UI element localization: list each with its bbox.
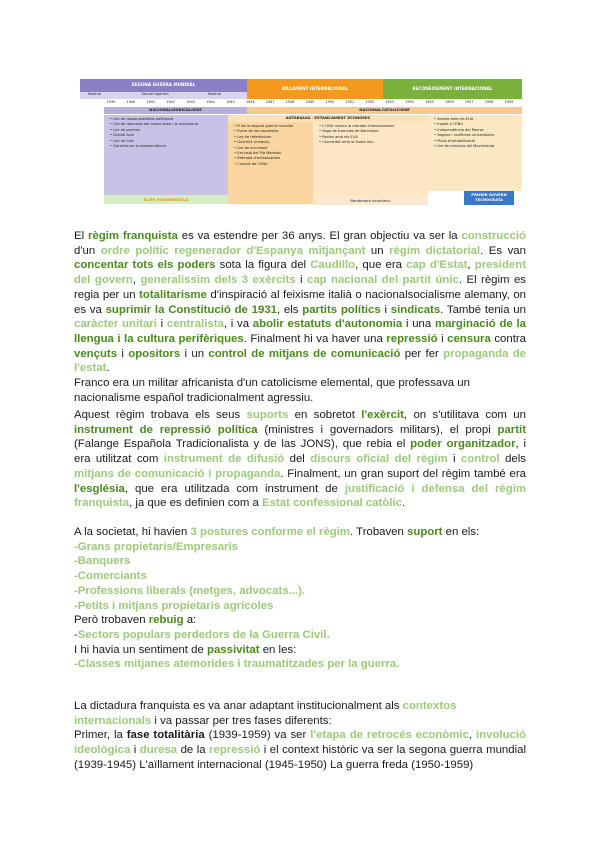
timeline-event: • Divisió Azul	[110, 133, 134, 138]
timeline-event: • Acords amb els EUA	[434, 117, 474, 121]
timeline-year: 1959	[502, 99, 516, 106]
timeline-event: • Retirada d'ambaixadors	[234, 156, 281, 161]
timeline-year: 1946	[243, 99, 257, 106]
timeline-year: 1947	[263, 99, 277, 106]
timeline-year: 1944	[204, 99, 218, 106]
timeline-event: • Vaga de tramvies de Barcelona	[319, 129, 379, 134]
timeline-year: 1945	[223, 99, 237, 106]
timeline-war-sub: Neutral No-bel·ligerant Neutral	[80, 92, 247, 99]
timeline-year: 1941	[144, 99, 158, 106]
timeline-year: 1939	[104, 99, 118, 106]
timeline-year: 1949	[303, 99, 317, 106]
section-society-postures	[74, 525, 526, 672]
timeline-event: • Exclusió del Pla Marshall	[234, 151, 282, 156]
support-item: -Banquers	[74, 555, 131, 568]
support-item: -Professions liberals (metges, advocats...).	[74, 584, 306, 597]
timeline-econ-foot: Rendiment econòmic	[313, 196, 428, 205]
paragraph-phases	[74, 699, 526, 773]
paragraph-1: El règim franquista es va estendre per 36 anys. El gran objectiu va ser la construcció d'un ordre polític regenerador d'Espanya mitjançant un règim dictatorial. Es van concentar tots els poders sota la figura del Caudillo, que era cap d'Estat, president del govern, generalissim dels 3 exèrcits i cap nacional del partit únic. El règim es regia per un totalitarisme d'inspiració al feixisme italià o nacionalsocialisme alemany, on es va suprimir la Constitució de 1931, els partits polítics i sindicats. També tenia un caràcter unitari i centralista, i va abolir estatuts d'autonomia i una marginació de la llengua i la cultura perifèriques. Finalment hi va haver una repressió i censura contra vençuts i opositors i un control de mitjans de comunicació per fer propaganda de l'estat.	[74, 230, 526, 375]
timeline-phase2-bar: NACIONALCATOLICISME	[247, 107, 522, 114]
timeline-event: • Vagues i conflictes universitaris	[434, 133, 495, 138]
timeline-year: 1950	[323, 99, 337, 106]
timeline-event: • Pactes amb els EUA	[319, 134, 358, 139]
timeline-year: 1958	[482, 99, 496, 106]
timeline-year: 1955	[422, 99, 436, 106]
rejection-item: -Sectors populars perdedors de la Guerra Civil.	[74, 628, 330, 641]
timeline-col3	[313, 122, 428, 196]
timeline-event: • Llei de successió	[234, 145, 268, 150]
paragraph-regime-support	[74, 408, 526, 511]
timeline-econ-bar: AUTARQUIA · ESTANCAMENT ECONÒMIC	[228, 115, 428, 122]
timeline-event: • L'ONU revoca la retirada d'ambaixadors	[319, 124, 395, 128]
timeline-event: • Fuero de los españoles	[234, 129, 279, 134]
timeline-event: • Ley de referèndum	[234, 134, 272, 139]
paragraph-4b: Primer, la fase totalitària (1939-1959) va ser l'etapa de retrocés econòmic, involució ideològica i duresa de la repressió i el context històric va ser la segona guerra mundial (1939-1945) L'aïllament internacional (1945-1950) La guerra freda (1950-1959)	[74, 729, 526, 771]
timeline-event: • Fi de la segona guerra mundial	[234, 124, 293, 128]
timeline-event: • Llei de Cort	[110, 138, 134, 143]
timeline-event: • Llei de repressió del comunisme i la maçoneria	[110, 122, 198, 127]
timeline-phase1-bar: NACIONALSINDICALISME	[104, 107, 247, 114]
support-item: -Grans propietaris/Empresaris	[74, 540, 238, 553]
passivity-item: -Classes mitjanes atemorides i traumatitzades per la guerra.	[74, 658, 400, 671]
timeline-year: 1942	[164, 99, 178, 106]
paragraph-2: Aquest règim trobava els seus suports en sobretot l'exèrcit, on s'utilitava com un instrument de repressió política (ministres i governadors militars), el propi partit (Falange Española Tradicionalista y de las JONS), que rebia el poder organitzador, i era utilitzat com instrument de difusió del discurs oficial del règim i control dels mitjans de comunicació i propaganda. Finalment, un gran suport del règim també era l'església, que era utilitzada com instrument de justificació i defensa del règim franquista, ja que es definien com a Estat confessional catòlic.	[74, 409, 527, 510]
paragraph-1b: Franco era un militar africanista d'un catolicisme elemental, que professava un nacionalisme español tradicionalment agressiu.	[74, 377, 470, 404]
timeline-year: 1943	[184, 99, 198, 106]
paragraph-regime-overview	[74, 229, 526, 405]
timeline-event: • Concordat amb la Santa Seu	[319, 140, 374, 145]
rejection-intro: Però trobaven rebuig a:	[74, 614, 197, 627]
timeline-year: 1940	[124, 99, 138, 106]
timeline-event: • Llei de responsabilitats polítiques	[110, 117, 174, 121]
timeline-event: • Garantia de la independència	[110, 144, 167, 149]
timeline-event: • Llei de premsa	[110, 127, 140, 132]
society-intro: A la societat, hi havien 3 postures conforme el règim. Trobaven suport en els:	[74, 526, 480, 538]
timeline-year: 1951	[343, 99, 357, 106]
timeline-isolation-header: AÏLLAMENT INTERNACIONAL	[247, 79, 383, 99]
timeline-recognition-header: RECONEIXEMENT INTERNACIONAL	[383, 79, 522, 99]
timeline-year: 1953	[383, 99, 397, 106]
timeline-event: • Guerrilla (maquis)	[234, 140, 270, 145]
timeline-year: 1948	[283, 99, 297, 106]
timeline-year: 1954	[403, 99, 417, 106]
timeline-event: • Plans d'estabilització	[434, 138, 475, 143]
paragraph-4a: La dictadura franquista es va anar adaptant institucionalment als contextos internacionals i va passar per tres fases diferents:	[74, 700, 457, 727]
timeline-event: • Ingrés a l'ONU	[434, 122, 463, 127]
timeline-infographic	[80, 79, 522, 206]
timeline-col1	[104, 115, 228, 195]
timeline-year: 1956	[442, 99, 456, 106]
timeline-col2	[228, 122, 313, 204]
timeline-war-header: SEGONA GUERRA MUNDIAL	[80, 79, 247, 92]
passivity-intro: I hi havia un sentiment de passivitat en les:	[74, 643, 297, 656]
timeline-event: • Llei de principis del Movimiento	[434, 144, 495, 149]
timeline-year: 1957	[462, 99, 476, 106]
timeline-elites-bar: ELITS FONAMENTALS	[104, 195, 228, 204]
timeline-event: • Independència del Marroc	[434, 127, 484, 132]
timeline-technocrat-badge: PRIMER GOVERN TECNÒCRATA	[464, 191, 514, 205]
timeline-event: • Creació de l'ONU	[234, 161, 268, 166]
timeline-year: 1952	[363, 99, 377, 106]
timeline-col4	[428, 115, 522, 191]
support-item: -Petits i mitjans propietaris agrícoles	[74, 599, 274, 612]
support-item: -Comerciants	[74, 570, 147, 583]
